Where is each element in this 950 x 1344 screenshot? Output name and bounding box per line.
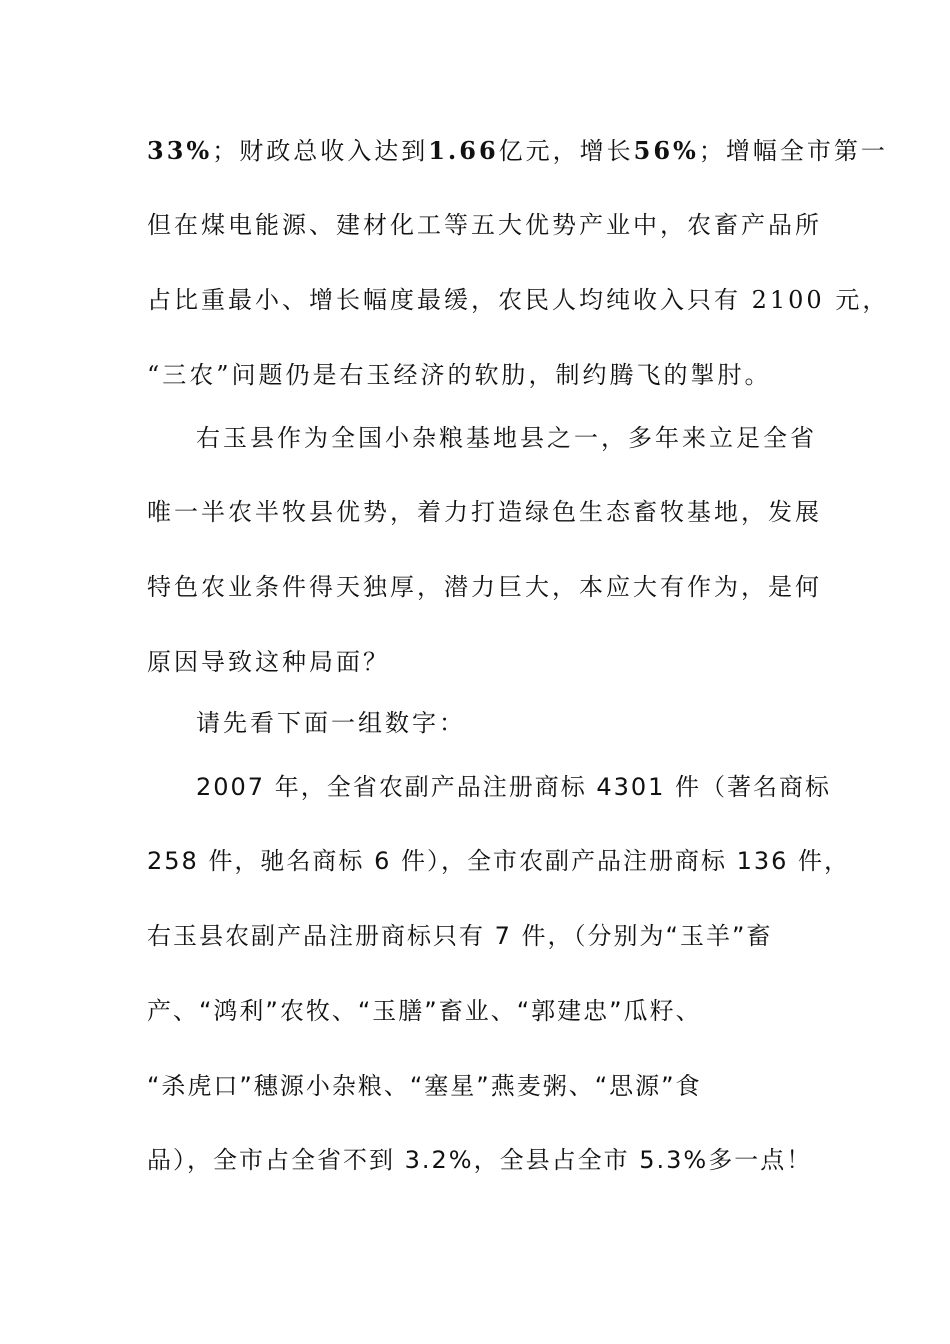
paragraph-line: 特色农业条件得天独厚，潜力巨大，本应大有作为，是何 [147,573,822,601]
paragraph-line: 右玉县农副产品注册商标只有 7 件，（分别为“玉羊”畜 [147,922,773,950]
paragraph-line: 但在煤电能源、建材化工等五大优势产业中，农畜产品所 [147,211,822,239]
inline-number: 33% [147,136,213,165]
paragraph-line: 唯一半农半牧县优势，着力打造绿色生态畜牧基地，发展 [147,498,822,526]
paragraph-line: 原因导致这种局面？ [147,648,390,676]
paragraph-line [147,136,888,166]
paragraph-line: 产、“鸿利”农牧、“玉膳”畜业、“郭建忠”瓜籽、 [147,997,702,1025]
inline-number: 56% [633,136,699,165]
paragraph-line: 品），全市占全省不到 3.2%，全县占全市 5.3%多一点！ [147,1146,813,1174]
paragraph-line: “三农”问题仍是右玉经济的软肋，制约腾飞的掣肘。 [147,361,772,389]
paragraph-line: 258 件，驰名商标 6 件），全市农副产品注册商标 136 件， [147,847,851,875]
inline-number: 1.66 [428,136,499,165]
paragraph-first-line: 2007 年，全省农副产品注册商标 4301 件（著名商标 [196,773,832,801]
inline-text: 亿元，增长 [498,137,634,165]
paragraph-first-line: 右玉县作为全国小杂粮基地县之一，多年来立足全省 [196,424,817,452]
paragraph-line: 占比重最小、增长幅度最缓，农民人均纯收入只有 2100 元， [147,286,890,314]
inline-text: ；财政总收入达到 [212,137,429,165]
paragraph-first-line: 请先看下面一组数字： [196,709,466,737]
inline-text: ；增幅全市第一 [698,137,888,165]
paragraph-line: “杀虎口”穗源小杂粮、“塞星”燕麦粥、“思源”食 [147,1072,702,1100]
